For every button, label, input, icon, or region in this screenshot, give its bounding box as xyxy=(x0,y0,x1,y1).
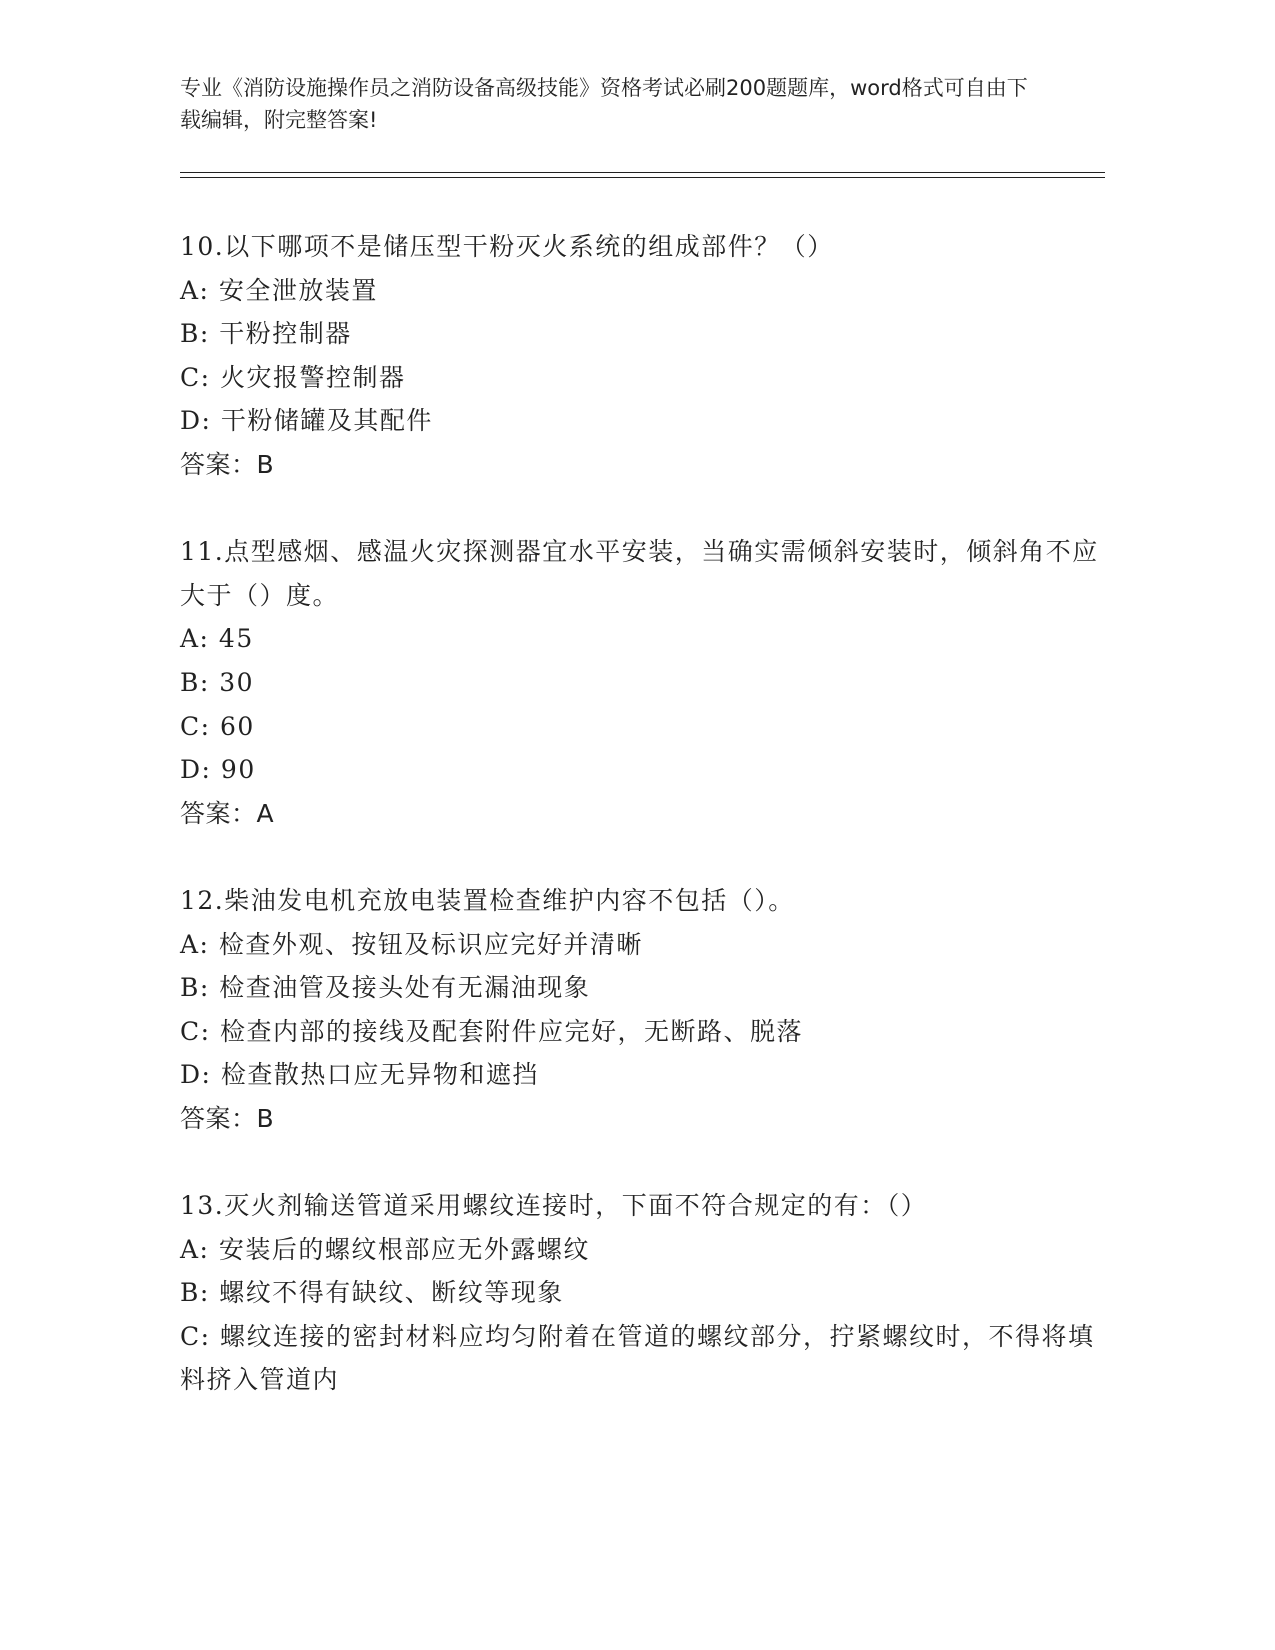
option-a: A: 安装后的螺纹根部应无外露螺纹 xyxy=(180,1234,590,1264)
answer: 答案：B xyxy=(180,449,275,479)
option-b: B: 30 xyxy=(180,667,255,697)
question-11 xyxy=(180,530,1100,835)
answer: 答案：A xyxy=(180,798,275,828)
option-b: B: 螺纹不得有缺纹、断纹等现象 xyxy=(180,1278,564,1308)
header-divider-top xyxy=(180,172,1105,173)
question-text: 10.以下哪项不是储压型干粉灭火系统的组成部件？（） xyxy=(180,232,834,261)
option-a: A: 检查外观、按钮及标识应完好并清晰 xyxy=(180,929,643,959)
option-d: D: 干粉储罐及其配件 xyxy=(180,406,433,436)
option-a: A: 45 xyxy=(180,624,254,654)
option-a: A: 安全泄放装置 xyxy=(180,275,378,305)
question-text: 13.灭火剂输送管道采用螺纹连接时，下面不符合规定的有：（） xyxy=(180,1191,928,1221)
header-divider-bottom xyxy=(180,177,1105,178)
question-text: 12.柴油发电机充放电装置检查维护内容不包括（）。 xyxy=(180,885,795,915)
option-c: C: 火灾报警控制器 xyxy=(180,362,406,392)
option-c: C: 螺纹连接的密封材料应均匀附着在管道的螺纹部分，拧紧螺纹时，不得将填料挤入管道内 xyxy=(180,1321,1095,1395)
question-10 xyxy=(180,225,1100,487)
option-c: C: 检查内部的接线及配套附件应完好，无断路、脱落 xyxy=(180,1016,804,1046)
option-b: B: 检查油管及接头处有无漏油现象 xyxy=(180,973,591,1003)
question-12 xyxy=(180,879,1100,1141)
option-b: B: 干粉控制器 xyxy=(180,319,352,349)
question-text: 11.点型感烟、感温火灾探测器宜水平安装，当确实需倾斜安装时，倾斜角不应大于（）度。 xyxy=(180,537,1099,610)
document-header: 专业《消防设施操作员之消防设备高级技能》资格考试必刷200题题库，word格式可自由下载编辑，附完整答案! xyxy=(180,76,1028,132)
answer: 答案：B xyxy=(180,1103,275,1133)
option-c: C: 60 xyxy=(180,711,255,741)
question-list xyxy=(180,225,1100,1402)
option-d: D: 90 xyxy=(180,755,256,785)
option-d: D: 检查散热口应无异物和遮挡 xyxy=(180,1060,539,1090)
question-13 xyxy=(180,1184,1100,1402)
